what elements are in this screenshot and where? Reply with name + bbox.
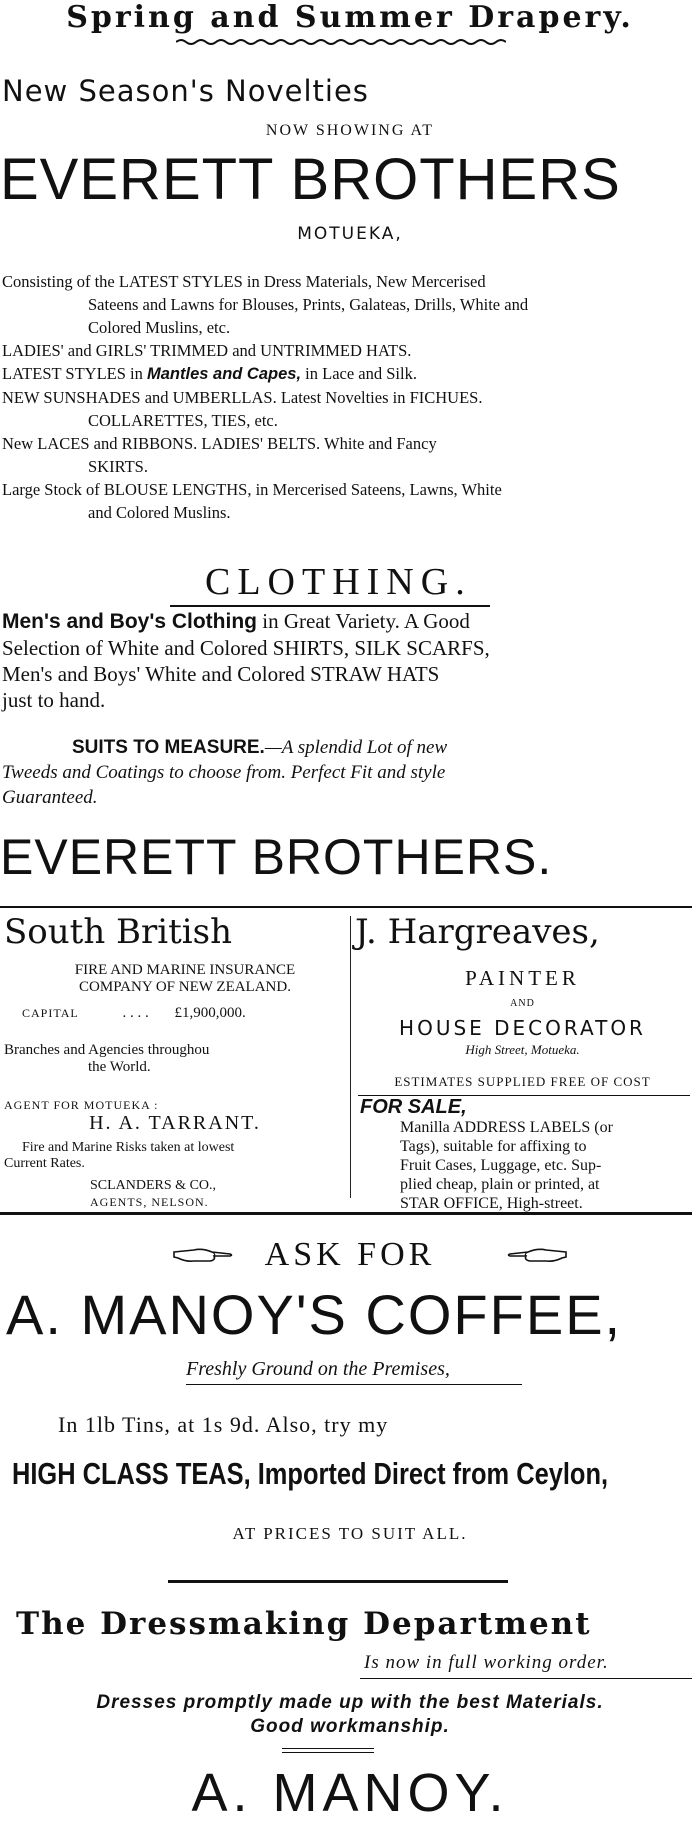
- list-item-continued: Colored Muslins, etc.: [88, 318, 231, 337]
- double-rule-bottom: [282, 1752, 374, 1753]
- mantles-capes-emphasis: Mantles and Capes,: [147, 365, 302, 383]
- for-sale-line: [400, 1118, 692, 1137]
- painter-trade: PAINTER: [465, 966, 580, 990]
- for-sale-line: Fruit Cases, Luggage, etc. Sup-: [400, 1157, 602, 1174]
- list-item: NEW SUNSHADES and UMBERLLAS. Latest Novelties in FICHUES.: [2, 388, 483, 407]
- list-item-continued: SKIRTS.: [88, 457, 148, 476]
- clothing-paragraph: [2, 608, 692, 713]
- insurance-company-block: [30, 962, 340, 996]
- suits-paragraph: [2, 735, 692, 810]
- list-item-suffix: in Lace and Silk.: [301, 364, 417, 383]
- clothing-line: in Great Variety. A Good: [257, 609, 470, 633]
- drapery-items-list: [2, 270, 692, 524]
- list-item: LADIES' and GIRLS' TRIMMED and UNTRIMMED HATS.: [2, 341, 412, 360]
- for-sale-heading: FOR SALE,: [360, 1096, 467, 1118]
- dressmaking-line: Good workmanship.: [250, 1716, 450, 1737]
- list-item-prefix: LATEST STYLES in: [2, 364, 147, 383]
- now-showing-label: NOW SHOWING AT: [265, 122, 435, 139]
- insurance-line: COMPANY OF NEW ZEALAND.: [79, 979, 291, 995]
- clothing-line: Selection of White and Colored SHIRTS, SILK SCARFS,: [2, 636, 490, 660]
- list-item: Consisting of the LATEST STYLES in Dress Materials, New Mercerised: [2, 272, 486, 291]
- firm-name-banner: EVERETT BROTHERS: [0, 147, 621, 212]
- town-label: MOTUEKA,: [297, 224, 403, 244]
- list-item-continued: and Colored Muslins.: [88, 503, 231, 522]
- nelson-agents-line: SCLANDERS & CO.,: [90, 1178, 217, 1193]
- capital-label: CAPITAL: [22, 1006, 79, 1020]
- branches-line: Branches and Agencies throughou: [4, 1042, 210, 1058]
- dressmaking-status: Is now in full working order.: [364, 1652, 609, 1673]
- novelties-subheading: New Season's Novelties: [2, 74, 369, 108]
- capital-leaders: . . . .: [122, 1005, 149, 1021]
- drapery-heading: Spring and Summer Drapery.: [66, 0, 634, 35]
- branches-line: the World.: [88, 1059, 151, 1075]
- tagline-underline: [186, 1384, 522, 1385]
- capital-row: [22, 1005, 342, 1022]
- agent-label: AGENT FOR MOTUEKA :: [4, 1098, 159, 1112]
- coffee-rule: [168, 1580, 508, 1583]
- list-item: New LACES and RIBBONS. LADIES' BELTS. White and Fancy: [2, 434, 437, 453]
- wavy-rule: [176, 38, 506, 46]
- dressmaking-line: Dresses promptly made up with the best Materials.: [96, 1692, 604, 1713]
- for-sale-line: plied cheap, plain or printed, at: [400, 1176, 600, 1193]
- painter-trade-2: HOUSE DECORATOR: [399, 1016, 646, 1040]
- coffee-tagline: Freshly Ground on the Premises,: [186, 1358, 450, 1380]
- for-sale-line: STAR OFFICE, High-street.: [400, 1195, 583, 1212]
- dressmaking-heading: The Dressmaking Department: [16, 1606, 592, 1642]
- risks-line: Fire and Marine Risks taken at lowest: [22, 1140, 235, 1155]
- teas-headline: HIGH CLASS TEAS, Imported Direct from Ceylon,: [12, 1456, 609, 1491]
- branches-block: [4, 1042, 344, 1076]
- clothing-line: Men's and Boys' White and Colored STRAW HATS: [2, 662, 440, 686]
- risks-block: [4, 1140, 344, 1172]
- clothing-underline: [170, 605, 490, 607]
- clothing-line: just to hand.: [2, 688, 106, 712]
- clothing-heading: CLOTHING.: [205, 561, 472, 603]
- painter-address: High Street, Motueka.: [465, 1042, 580, 1057]
- suits-text: Tweeds and Coatings to choose from. Perfect Fit and style: [2, 762, 446, 783]
- coffee-brand: A. MANOY'S COFFEE,: [6, 1283, 623, 1346]
- list-item: Large Stock of BLOUSE LENGTHS, in Mercerised Sateens, Lawns, White: [2, 480, 502, 499]
- coffee-price-line: In 1lb Tins, at 1s 9d. Also, try my: [58, 1412, 389, 1437]
- capital-value: £1,900,000.: [174, 1005, 246, 1021]
- status-underline: [360, 1678, 692, 1679]
- double-rule-top: [282, 1748, 374, 1749]
- clothing-lead: Men's and Boy's Clothing: [2, 610, 257, 633]
- suits-text: —A splendid Lot of new: [264, 737, 448, 758]
- firm-name-footer: EVERETT BROTHERS.: [0, 829, 553, 885]
- nelson-agents-line: AGENTS, NELSON.: [90, 1195, 209, 1209]
- insurance-line: FIRE AND MARINE INSURANCE: [74, 962, 296, 978]
- painter-estimates: ESTIMATES SUPPLIED FREE OF COST: [394, 1074, 651, 1089]
- prices-line: AT PRICES TO SUIT ALL.: [232, 1524, 468, 1543]
- risks-line: Current Rates.: [4, 1156, 85, 1171]
- section-divider: [0, 1212, 692, 1215]
- proprietor-name: A. MANOY.: [191, 1763, 509, 1823]
- for-sale-block: [400, 1118, 692, 1213]
- column-divider: [350, 916, 351, 1198]
- ask-for-heading: ASK FOR: [264, 1236, 436, 1273]
- for-sale-text: Manilla ADDRESS LABELS (or: [400, 1119, 613, 1136]
- list-item: [2, 362, 692, 386]
- insurance-title: South British: [4, 912, 233, 952]
- list-item-continued: COLLARETTES, TIES, etc.: [88, 411, 278, 430]
- list-item-continued: Sateens and Lawns for Blouses, Prints, Galateas, Drills, White and: [88, 295, 529, 314]
- painter-and: AND: [510, 998, 535, 1009]
- section-divider: [0, 906, 692, 908]
- for-sale-line: Tags), suitable for affixing to: [400, 1138, 587, 1155]
- nelson-agents-block: [90, 1178, 216, 1210]
- agent-name: H. A. TARRANT.: [89, 1112, 261, 1134]
- suits-text: Guaranteed.: [2, 787, 98, 808]
- pointing-hand-left-icon: [506, 1244, 568, 1266]
- painter-name: J. Hargreaves,: [355, 912, 600, 952]
- suits-heading: SUITS TO MEASURE.: [72, 737, 265, 758]
